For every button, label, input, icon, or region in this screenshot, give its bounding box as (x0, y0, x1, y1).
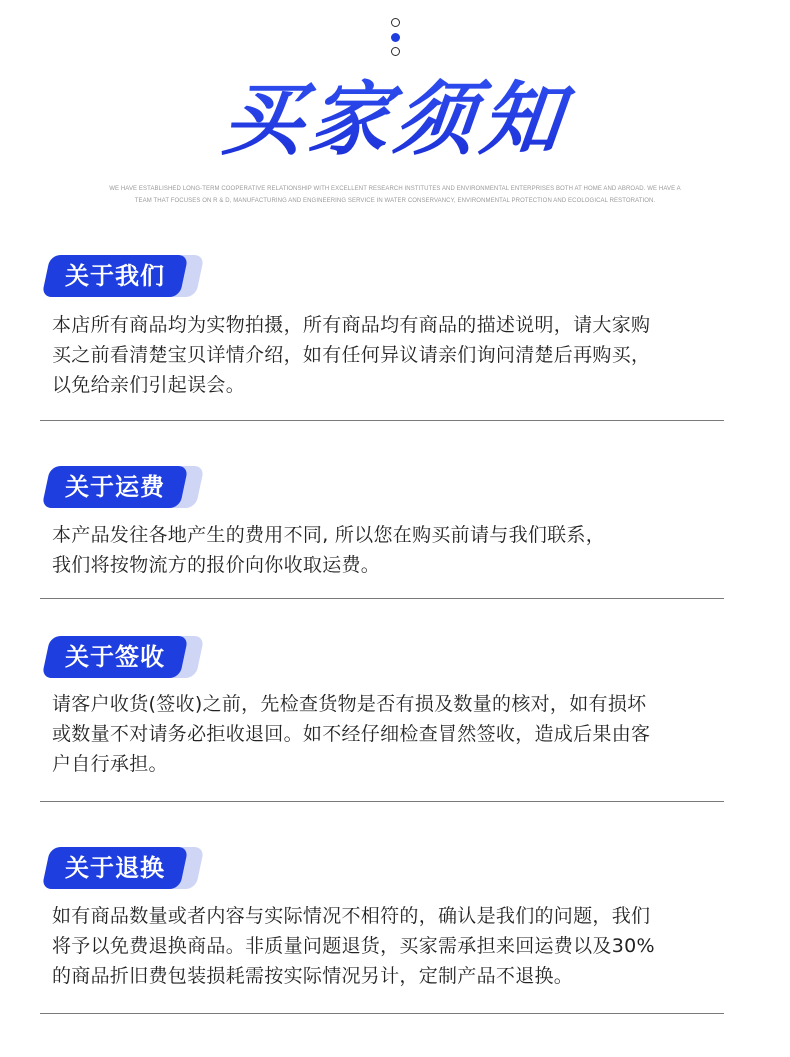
section-divider (40, 598, 724, 599)
body-line: 本店所有商品均为实物拍摄，所有商品均有商品的描述说明，请大家购 (52, 314, 651, 336)
section-heading: 关于运费 (65, 473, 165, 501)
body-line: 如有商品数量或者内容与实际情况不相符的，确认是我们的问题，我们 (52, 905, 651, 927)
body-line: 我们将按物流方的报价向你收取运费。 (52, 554, 381, 576)
section-badge (46, 255, 200, 297)
section-body (52, 689, 724, 779)
page-title: 买家须知 (0, 72, 790, 168)
section-heading: 关于我们 (65, 262, 165, 290)
body-line: 的商品折旧费包装损耗需按实际情况另计，定制产品不退换。 (52, 965, 574, 987)
section-body (52, 310, 724, 400)
page-subtitle (100, 183, 690, 207)
decorative-dots (390, 18, 402, 58)
section-divider (40, 1013, 724, 1014)
body-line: 户自行承担。 (52, 753, 168, 775)
section-badge (46, 636, 200, 678)
dot-hollow-icon (391, 18, 400, 27)
body-line: 以免给亲们引起误会。 (52, 374, 246, 396)
section-badge (46, 466, 200, 508)
section-divider (40, 801, 724, 802)
section-heading: 关于签收 (65, 643, 165, 671)
section-divider (40, 420, 724, 421)
subtitle-line: WE HAVE ESTABLISHED LONG-TERM COOPERATIVE RELATIONSHIP WITH EXCELLENT RESEARCH INSTITUTES AND ENVIRONMENTAL ENTERPRISES BOTH AT HOME AND ABROAD. WE HAVE A (109, 186, 681, 192)
body-line: 将予以免费退换商品。非质量问题退货，买家需承担来回运费以及30% (52, 935, 655, 957)
body-line: 或数量不对请务必拒收退回。如不经仔细检查冒然签收，造成后果由客 (52, 723, 651, 745)
dot-filled-icon (391, 33, 400, 42)
section-heading: 关于退换 (65, 854, 165, 882)
section-body (52, 901, 724, 991)
body-line: 本产品发往各地产生的费用不同, 所以您在购买前请与我们联系， (52, 524, 606, 546)
body-line: 请客户收货(签收)之前，先检查货物是否有损及数量的核对，如有损坏 (52, 693, 647, 715)
section-badge (46, 847, 200, 889)
subtitle-line: TEAM THAT FOCUSES ON R & D, MANUFACTURING AND ENGINEERING SERVICE IN WATER CONSERVANCY, ENVIRONMENTAL PROTECTION AND ECOLOGICAL RESTORATION. (134, 198, 656, 204)
body-line: 买之前看清楚宝贝详情介绍，如有任何异议请亲们询问清楚后再购买， (52, 344, 651, 366)
dot-hollow-icon (391, 47, 400, 56)
section-body (52, 520, 724, 580)
